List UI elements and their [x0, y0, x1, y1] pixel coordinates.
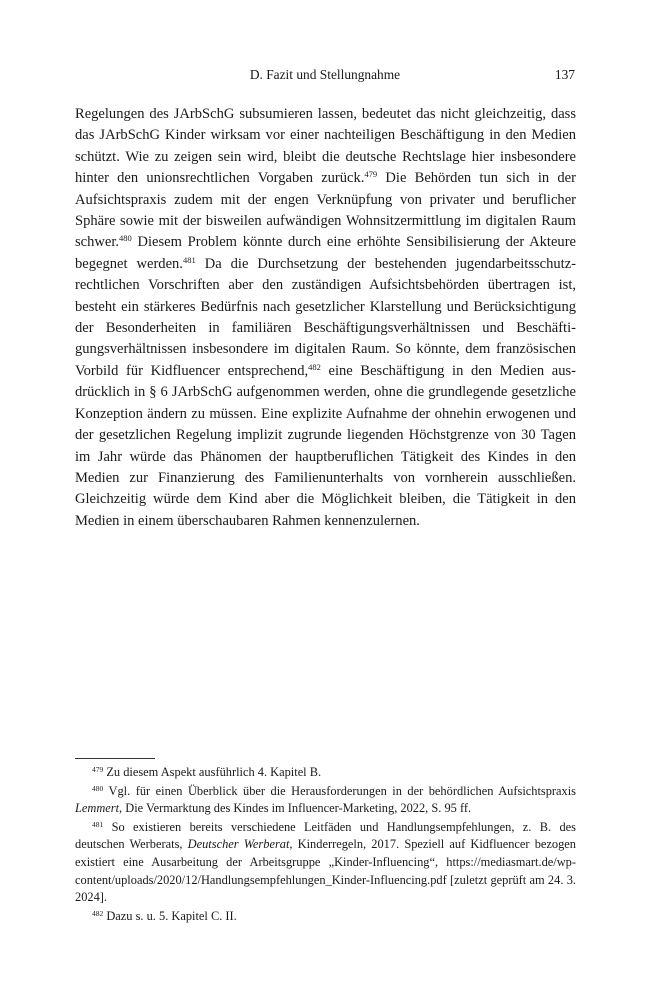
footnote-480	[75, 783, 576, 818]
footnote-ref-481[interactable]: 481	[182, 254, 196, 265]
footnote-text: Dazu s. u. 5. Kapitel C. II.	[106, 908, 237, 923]
footnote-481	[75, 819, 576, 907]
footnote-number: 479	[92, 765, 104, 774]
paragraph-text: Diesem Problem könnte durch eine erhöhte Sensibilisierung der Akteure begegnet werden.	[75, 234, 576, 272]
footnote-number: 480	[92, 783, 104, 793]
footnote-author: Lemmert,	[75, 801, 123, 816]
footnote-ref-480[interactable]: 480	[119, 233, 132, 244]
paragraph-text: Da die Durchsetzung der bestehenden jugendarbeitsschutzrechtlichen Vorschriften aber den zuständigen Aufsichtsbehörden übertragen ist, besteht ein stärkeres Bedürfnis nach gesetzlicher Klarstellung und Berücksichtigung der Besonderheiten in familiären Beschäftigungsverhältnissen und Beschäftigungsverhältnissen insbesondere im digitalen Raum. So könnte, dem französischen Vorbild für Kidfluencer entsprechend,	[75, 255, 577, 379]
paragraph-text: Die Behörden tun sich in der Aufsichtspraxis zudem mit der engen Verknüpfung von privater und beruflicher Sphäre sowie mit der bisweilen aufwändigen Wohnsitzermittlung im digitalen Raum schwer.	[75, 170, 576, 251]
footnote-text: Kinderregeln, 2017. Speziell auf Kidfluencer bezogen existiert eine Ausarbeitung der Arbeitsgruppe „Kinder-Influencing“, https://media​smart.de/wp-content/uploads/2020/12/Handlungsempfehlungen_Kinder-Influencing.pdf [zuletzt geprüft am 24. 3. 2024].	[75, 837, 576, 905]
footnote-text: Zu diesem Aspekt ausführlich 4. Kapitel B.	[106, 765, 322, 779]
footnote-text: So existieren bereits verschiedene Leitfäden und Handlungsempfehlungen, z. B. des deutschen Werberats,	[75, 819, 576, 852]
paragraph-text: Regelungen des JArbSchG subsumieren lassen, bedeutet das nicht gleichzeitig, dass das JArbSchG Kinder wirksam vor einer nachteiligen Beschäftigung in den Medien schützt. Wie zu zeigen sein wird, bleibt die deutsche Rechtslage hier insbesondere hinter den unionsrechtlichen Vorgaben zurück.	[75, 106, 576, 187]
paragraph-text: eine Beschäftigung in den Medien ausdrücklich in § 6 JArbSchG aufgenommen werden, ohne die grundlegende gesetzliche Konzeption ändern zu müssen. Eine explizite Aufnahme der ohnehin erwogenen und der gesetzlichen Regelung implizit zugrunde liegenden Höchstgrenze von 30 Tagen im Jahr würde das Phänomen der hauptberuflichen Tätigkeit des Kindes in den Medien zur Finanzierung des Familienunterhalts von vornherein ausschließen. Gleichzeitig würde dem Kind aber die Möglichkeit bleiben, die Tätigkeit in den Medien in einem überschaubaren Rahmen kennenzulernen.	[75, 362, 576, 529]
footnote-author: Deutscher Werberat,	[187, 837, 293, 852]
footnote-482	[75, 908, 576, 926]
footnote-ref-479[interactable]: 479	[364, 169, 378, 180]
running-head-title: D. Fazit und Stellungnahme	[249, 67, 401, 82]
footnotes	[75, 764, 576, 926]
footnote-separator	[75, 758, 155, 759]
footnote-479	[75, 764, 576, 782]
footnote-number: 481	[92, 819, 104, 829]
page-number: 137	[554, 67, 575, 82]
footnote-text: Die Vermarktung des Kindes im Influencer-Marketing, 2022, S. 95 ff.	[122, 801, 472, 816]
footnote-text: Vgl. für einen Überblick über die Herausforderungen in der behördlichen Aufsichtspraxis	[108, 783, 577, 798]
footnote-ref-482[interactable]: 482	[308, 361, 321, 372]
footnote-number: 482	[92, 908, 104, 918]
main-paragraph	[75, 104, 576, 532]
